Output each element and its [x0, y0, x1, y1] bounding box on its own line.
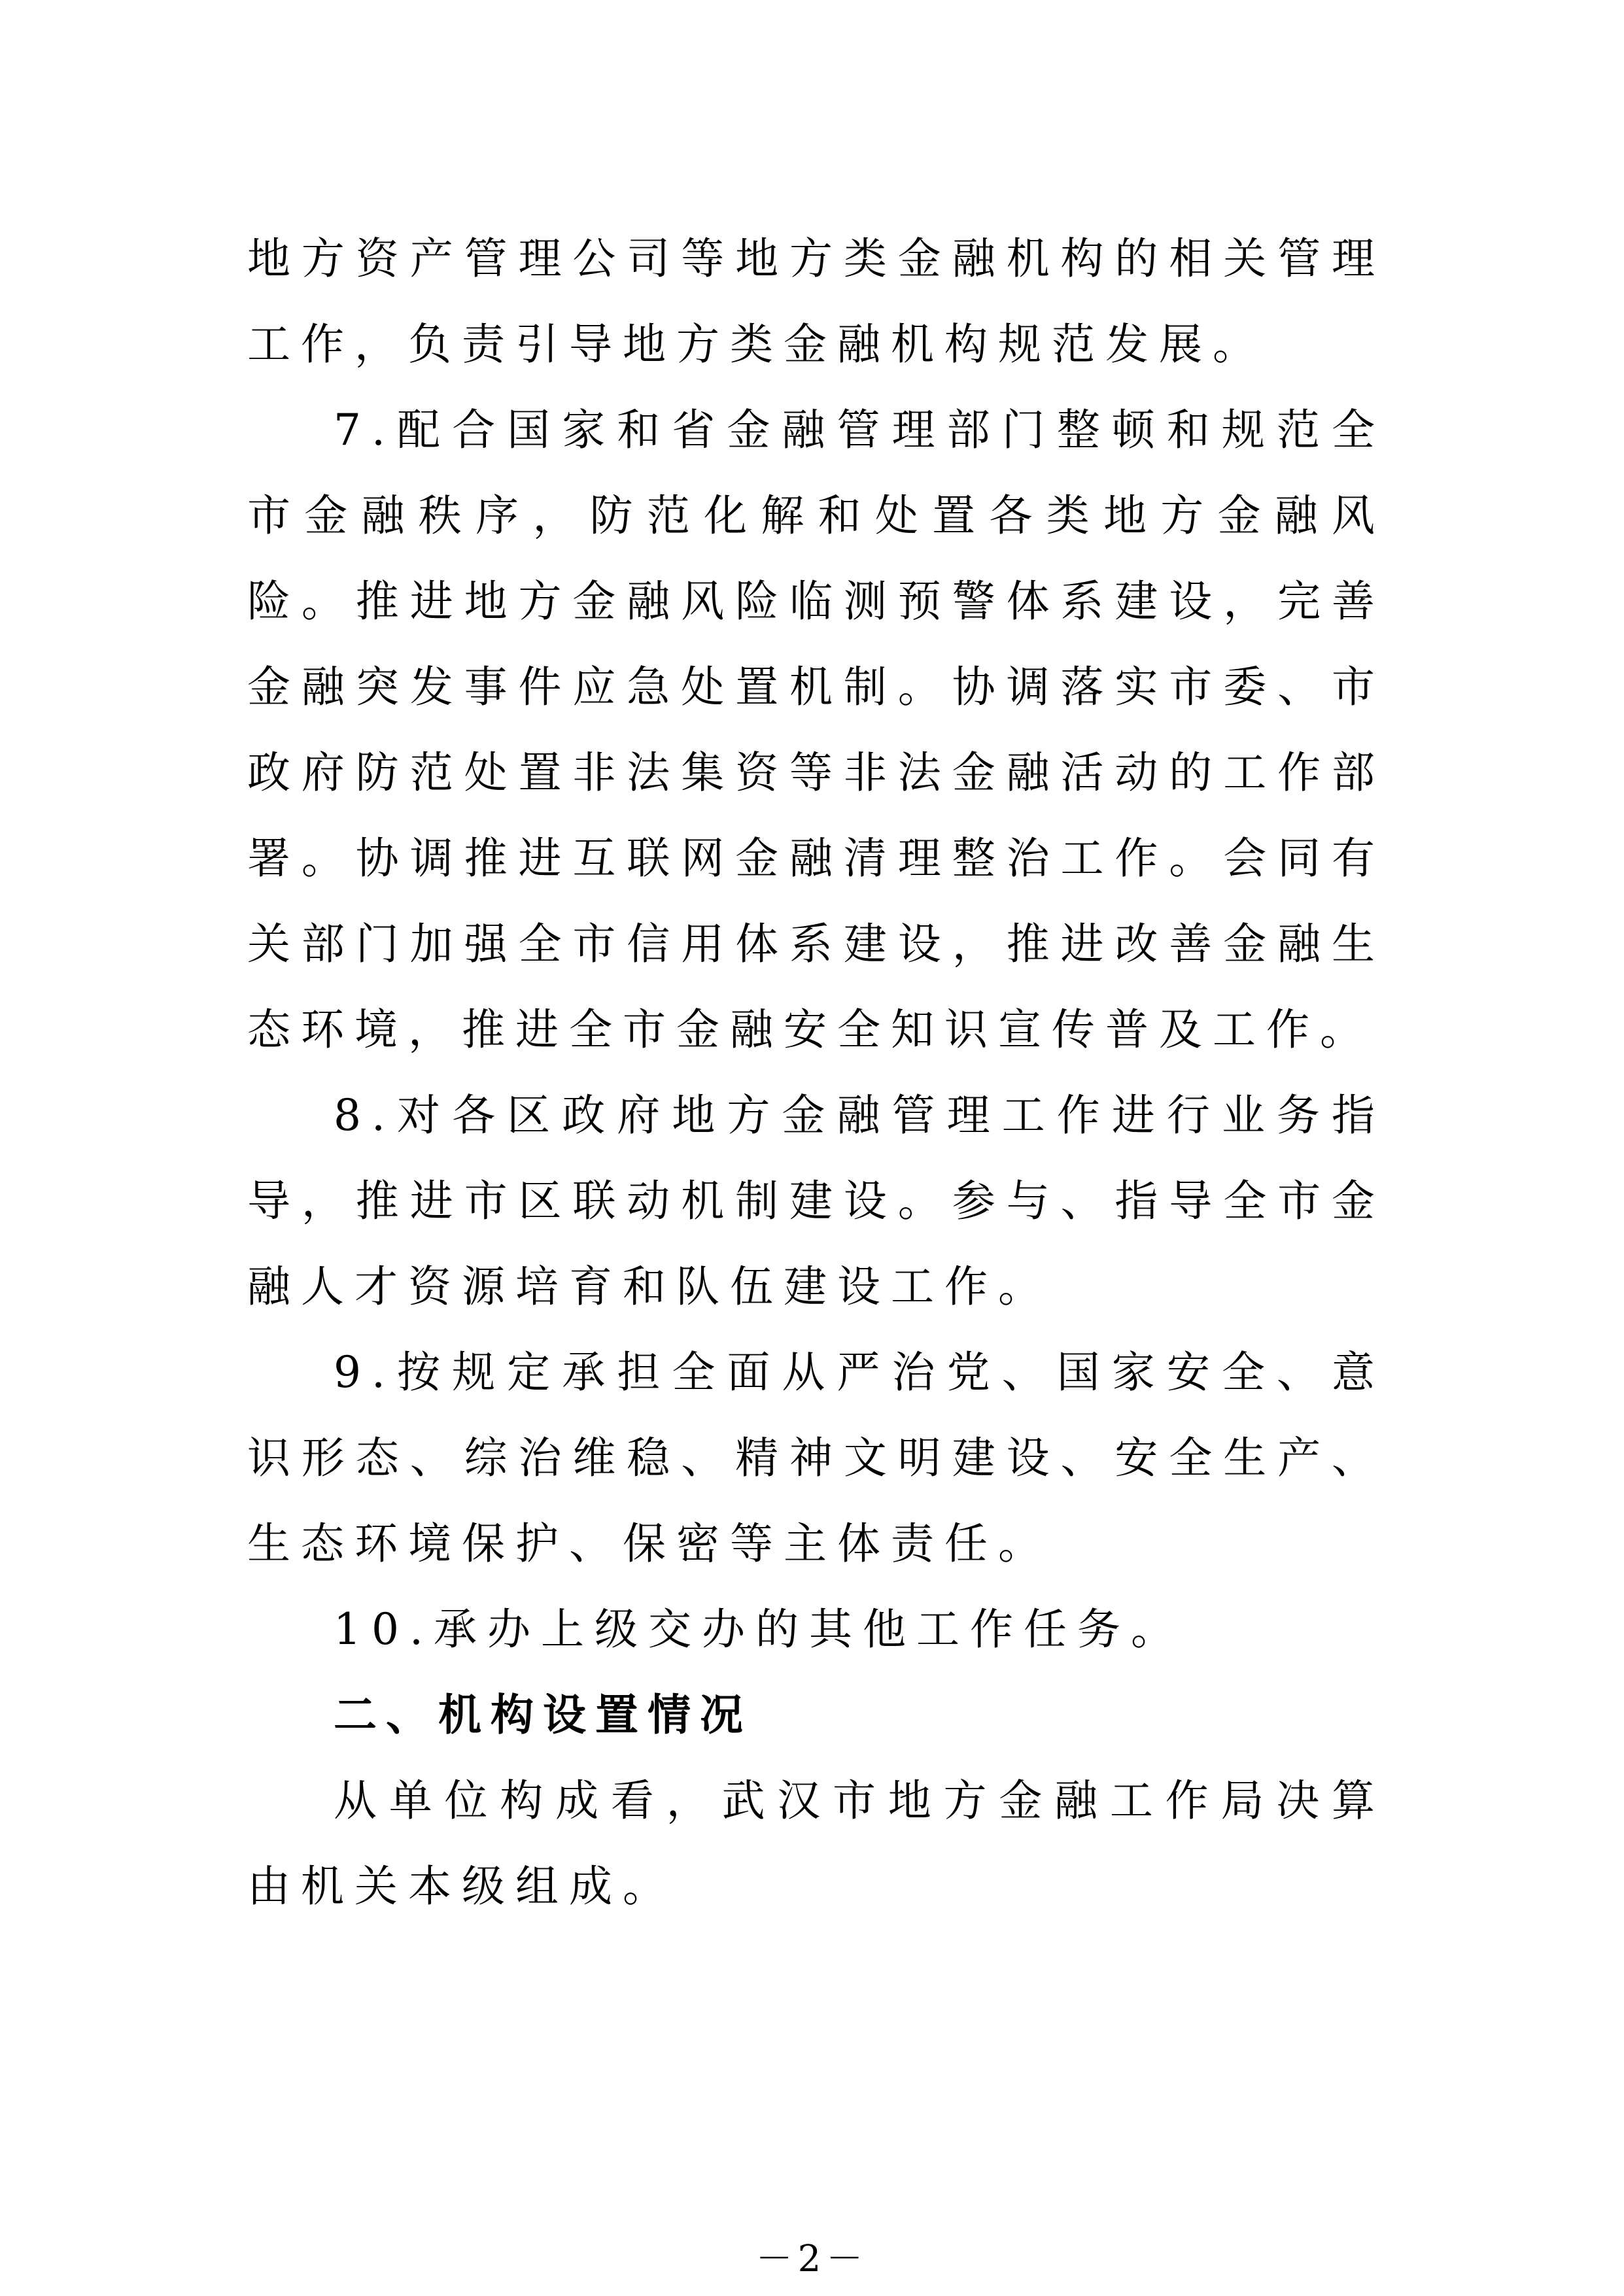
- page-number: －2－: [755, 2238, 869, 2280]
- section-body-paragraph: 从单位构成看，武汉市地方金融工作局决算由机关本级组成。: [247, 1775, 1385, 1911]
- paragraph-item-10: 10.承办上级交办的其他工作任务。: [334, 1604, 1184, 1654]
- paragraph-item-9: 9.按规定承担全面从严治党、国家安全、意识形态、综治维稳、精神文明建设、安全生产、生态环境保护、保密等主体责任。: [247, 1347, 1385, 1569]
- document-body: [247, 216, 1385, 1929]
- section-heading: 二、机构设置情况: [334, 1690, 752, 1740]
- paragraph-item-7: 7.配合国家和省金融管理部门整顿和规范全市金融秩序，防范化解和处置各类地方金融风险。推进地方金融风险临测预警体系建设，完善金融突发事件应急处置机制。协调落实市委、市政府防范处置非法集资等非法金融活动的工作部署。协调推进互联网金融清理整治工作。会同有关部门加强全市信用体系建设，推进改善金融生态环境，推进全市金融安全知识宣传普及工作。: [247, 405, 1385, 1055]
- paragraph-item-8: 8.对各区政府地方金融管理工作进行业务指导，推进市区联动机制建设。参与、指导全市金融人才资源培育和队伍建设工作。: [247, 1090, 1385, 1312]
- paragraph-continued: 地方资产管理公司等地方类金融机构的相关管理工作，负责引导地方类金融机构规范发展。: [247, 233, 1385, 369]
